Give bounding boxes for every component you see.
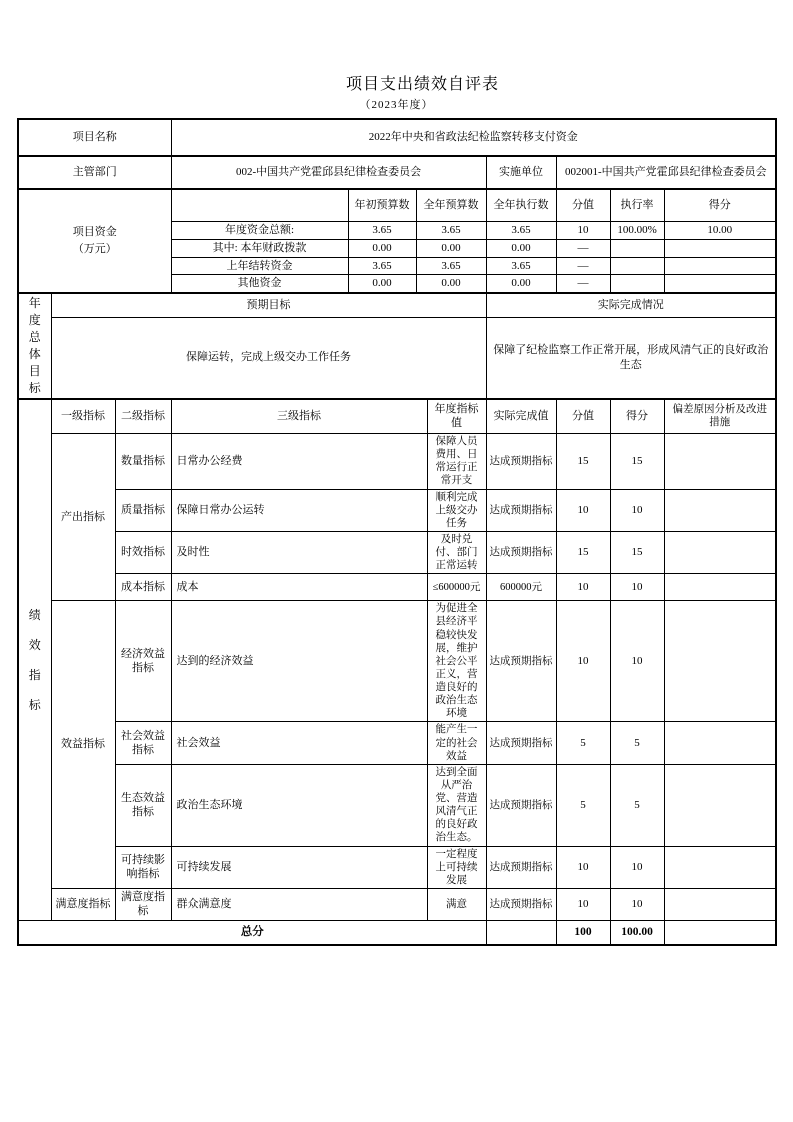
fund-weight: 10 (556, 221, 610, 239)
goal-actual-value: 保障了纪检监察工作正常开展，形成风清气正的良好政治生态 (486, 317, 776, 398)
fund-initial: 3.65 (348, 221, 416, 239)
col-annual-budget: 全年预算数 (416, 189, 486, 221)
department-row (18, 156, 776, 189)
target-cell: 一定程度上可持续发展 (427, 846, 486, 888)
col-weight: 分值 (556, 189, 610, 221)
weight-cell: 10 (556, 601, 610, 722)
fund-score: 10.00 (664, 221, 776, 239)
target-cell: 满意 (427, 888, 486, 920)
goal-content-row (18, 317, 776, 398)
fund-score (664, 257, 776, 275)
deviation-cell (664, 434, 776, 490)
weight-cell: 5 (556, 764, 610, 846)
actual-cell: 达成预期指标 (486, 764, 556, 846)
fund-annual: 3.65 (416, 257, 486, 275)
department-label: 主管部门 (18, 156, 171, 189)
score-cell: 10 (610, 574, 664, 601)
fund-weight: — (556, 275, 610, 293)
fund-rate (610, 275, 664, 293)
target-cell: 为促进全县经济平稳较快发展，维护社会公平正义，营造良好的政治生态环境 (427, 601, 486, 722)
goal-expected-header: 预期目标 (51, 293, 486, 318)
level1-benefit: 效益指标 (51, 601, 115, 889)
weight-cell: 15 (556, 434, 610, 490)
col-rate: 执行率 (610, 189, 664, 221)
level3-cell: 成本 (171, 574, 427, 601)
indicator-row (18, 888, 776, 920)
score-cell: 10 (610, 601, 664, 722)
weight-cell: 15 (556, 531, 610, 573)
deviation-cell (664, 722, 776, 764)
total-empty-actual (486, 920, 556, 945)
deviation-cell (664, 489, 776, 531)
weight-cell: 10 (556, 888, 610, 920)
actual-cell: 达成预期指标 (486, 888, 556, 920)
target-cell: ≤600000元 (427, 574, 486, 601)
weight-cell: 10 (556, 489, 610, 531)
department-value: 002-中国共产党霍邱县纪律检查委员会 (171, 156, 486, 189)
col-score: 得分 (664, 189, 776, 221)
col-level3: 三级指标 (171, 399, 427, 434)
fund-row-label: 年度资金总额: (171, 221, 348, 239)
funds-label-line2: （万元） (72, 242, 117, 255)
fund-score (664, 239, 776, 257)
score-cell: 10 (610, 846, 664, 888)
project-name-label: 项目名称 (18, 119, 171, 156)
level2-cell: 数量指标 (115, 434, 171, 490)
level2-cell: 时效指标 (115, 531, 171, 573)
target-cell: 及时兑付、部门正常运转 (427, 531, 486, 573)
col-deviation: 偏差原因分析及改进措施 (664, 399, 776, 434)
score-cell: 10 (610, 489, 664, 531)
unit-label: 实施单位 (486, 156, 556, 189)
col-level1: 一级指标 (51, 399, 115, 434)
indicator-row (18, 846, 776, 888)
fund-annual: 0.00 (416, 239, 486, 257)
level2-cell: 质量指标 (115, 489, 171, 531)
fund-executed: 0.00 (486, 275, 556, 293)
weight-cell: 10 (556, 574, 610, 601)
indicator-row (18, 601, 776, 722)
col-ind-weight: 分值 (556, 399, 610, 434)
project-name-row (18, 119, 776, 156)
actual-cell: 达成预期指标 (486, 722, 556, 764)
col-annual-executed: 全年执行数 (486, 189, 556, 221)
level2-cell: 经济效益指标 (115, 601, 171, 722)
score-cell: 5 (610, 764, 664, 846)
level2-cell: 可持续影响指标 (115, 846, 171, 888)
level3-cell: 社会效益 (171, 722, 427, 764)
actual-cell: 达成预期指标 (486, 846, 556, 888)
fund-initial: 0.00 (348, 239, 416, 257)
score-cell: 15 (610, 531, 664, 573)
funds-sublabel-header (171, 189, 348, 221)
fund-row-label: 上年结转资金 (171, 257, 348, 275)
score-cell: 10 (610, 888, 664, 920)
score-cell: 5 (610, 722, 664, 764)
fund-executed: 0.00 (486, 239, 556, 257)
funds-label (18, 189, 171, 293)
level3-cell: 政治生态环境 (171, 764, 427, 846)
fund-score (664, 275, 776, 293)
deviation-cell (664, 601, 776, 722)
actual-cell: 达成预期指标 (486, 531, 556, 573)
target-cell: 顺利完成上级交办任务 (427, 489, 486, 531)
goal-expected-value: 保障运转，完成上级交办工作任务 (51, 317, 486, 398)
fund-weight: — (556, 239, 610, 257)
fund-rate (610, 257, 664, 275)
unit-value: 002001-中国共产党霍邱县纪律检查委员会 (556, 156, 776, 189)
level3-cell: 保障日常办公运转 (171, 489, 427, 531)
total-score: 100.00 (610, 920, 664, 945)
total-label: 总分 (18, 920, 486, 945)
col-initial-budget: 年初预算数 (348, 189, 416, 221)
project-name-value: 2022年中央和省政法纪检监察转移支付资金 (171, 119, 776, 156)
target-cell: 保障人员费用、日常运行正常开支 (427, 434, 486, 490)
level2-cell: 成本指标 (115, 574, 171, 601)
fund-row-label: 其中: 本年财政拨款 (171, 239, 348, 257)
goal-side-label-text: 年度总体目标 (28, 295, 41, 395)
total-empty-deviation (664, 920, 776, 945)
funds-label-line1: 项目资金 (72, 226, 117, 239)
weight-cell: 5 (556, 722, 610, 764)
fund-executed: 3.65 (486, 257, 556, 275)
indicators-side-label (18, 399, 51, 921)
deviation-cell (664, 574, 776, 601)
indicator-row (18, 434, 776, 490)
fund-initial: 3.65 (348, 257, 416, 275)
fund-weight: — (556, 257, 610, 275)
actual-cell: 达成预期指标 (486, 434, 556, 490)
target-cell: 能产生一定的社会效益 (427, 722, 486, 764)
fund-rate (610, 239, 664, 257)
col-actual: 实际完成值 (486, 399, 556, 434)
deviation-cell (664, 888, 776, 920)
level1-satisfaction: 满意度指标 (51, 888, 115, 920)
page-subtitle: （2023年度） (359, 99, 434, 111)
col-level2: 二级指标 (115, 399, 171, 434)
col-target: 年度指标值 (427, 399, 486, 434)
deviation-cell (664, 846, 776, 888)
deviation-cell (664, 764, 776, 846)
level2-cell: 满意度指标 (115, 888, 171, 920)
weight-cell: 10 (556, 846, 610, 888)
fund-initial: 0.00 (348, 275, 416, 293)
actual-cell: 600000元 (486, 574, 556, 601)
indicator-row (18, 574, 776, 601)
level3-cell: 达到的经济效益 (171, 601, 427, 722)
indicators-side-label-text: 绩效指标 (28, 607, 41, 712)
total-weight: 100 (556, 920, 610, 945)
indicator-row (18, 531, 776, 573)
page-title-text: 项目支出绩效自评表 (345, 76, 499, 93)
goal-side-label (18, 293, 51, 399)
total-row (18, 920, 776, 945)
fund-annual: 3.65 (416, 221, 486, 239)
indicator-row (18, 722, 776, 764)
indicators-header-row (18, 399, 776, 434)
level2-cell: 社会效益指标 (115, 722, 171, 764)
fund-annual: 0.00 (416, 275, 486, 293)
funds-header-row (18, 189, 776, 221)
level3-cell: 日常办公经费 (171, 434, 427, 490)
level2-cell: 生态效益指标 (115, 764, 171, 846)
target-cell: 达到全面从严治党、营造风清气正的良好政治生态。 (427, 764, 486, 846)
deviation-cell (664, 531, 776, 573)
level1-output: 产出指标 (51, 434, 115, 601)
fund-rate: 100.00% (610, 221, 664, 239)
col-ind-score: 得分 (610, 399, 664, 434)
self-evaluation-table (17, 118, 777, 946)
indicator-row (18, 764, 776, 846)
actual-cell: 达成预期指标 (486, 601, 556, 722)
page-title (0, 71, 793, 94)
fund-executed: 3.65 (486, 221, 556, 239)
level3-cell: 可持续发展 (171, 846, 427, 888)
level3-cell: 及时性 (171, 531, 427, 573)
fund-row-label: 其他资金 (171, 275, 348, 293)
level3-cell: 群众满意度 (171, 888, 427, 920)
goal-actual-header: 实际完成情况 (486, 293, 776, 318)
indicator-row (18, 489, 776, 531)
score-cell: 15 (610, 434, 664, 490)
goal-header-row (18, 293, 776, 318)
actual-cell: 达成预期指标 (486, 489, 556, 531)
